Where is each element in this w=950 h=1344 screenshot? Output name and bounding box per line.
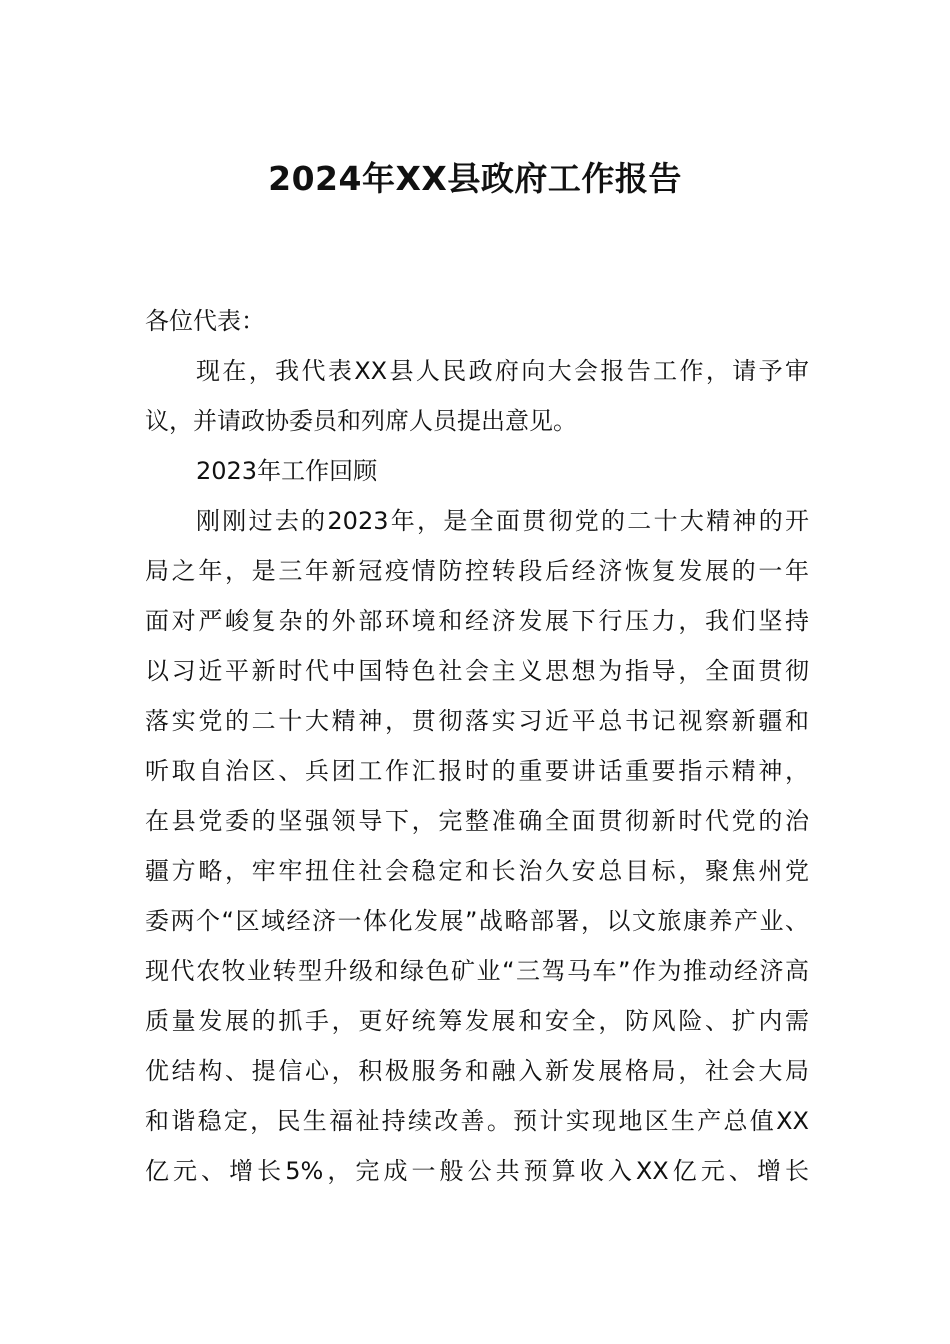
document-title: 2024年XX县政府工作报告 — [268, 159, 682, 198]
document-body — [145, 296, 809, 1196]
paragraph-line: 质量发展的抓手，更好统筹发展和安全，防风险、扩内需 — [145, 1007, 809, 1035]
paragraph-line: 听取自治区、兵团工作汇报时的重要讲话重要指示精神， — [145, 757, 809, 785]
paragraph-line: 现代农牧业转型升级和绿色矿业“三驾马车”作为推动经济高 — [145, 957, 809, 985]
salutation: 各位代表： — [145, 307, 265, 335]
paragraph-line: 以习近平新时代中国特色社会主义思想为指导，全面贯彻 — [145, 657, 809, 685]
paragraph-line: 面对严峻复杂的外部环境和经济发展下行压力，我们坚持 — [145, 607, 809, 635]
paragraph-line: 亿元、增长5%，完成一般公共预算收入XX亿元、增长 — [145, 1157, 809, 1185]
paragraph-line: 和谐稳定，民生福祉持续改善。预计实现地区生产总值XX — [145, 1107, 809, 1135]
paragraph-line: 在县党委的坚强领导下，完整准确全面贯彻新时代党的治 — [145, 807, 809, 835]
paragraph-line: 落实党的二十大精神，贯彻落实习近平总书记视察新疆和 — [145, 707, 809, 735]
section-heading: 2023年工作回顾 — [196, 457, 378, 485]
paragraph-line: 现在，我代表XX县人民政府向大会报告工作，请予审 — [196, 357, 809, 385]
paragraph-line: 优结构、提信心，积极服务和融入新发展格局，社会大局 — [145, 1057, 809, 1085]
paragraph-line: 疆方略，牢牢扭住社会稳定和长治久安总目标，聚焦州党 — [145, 857, 809, 885]
paragraph-line: 刚刚过去的2023年，是全面贯彻党的二十大精神的开 — [196, 507, 809, 535]
paragraph-line: 议，并请政协委员和列席人员提出意见。 — [145, 407, 577, 435]
paragraph-line: 委两个“区域经济一体化发展”战略部署，以文旅康养产业、 — [145, 907, 809, 935]
paragraph-line: 局之年，是三年新冠疫情防控转段后经济恢复发展的一年 — [145, 557, 809, 585]
